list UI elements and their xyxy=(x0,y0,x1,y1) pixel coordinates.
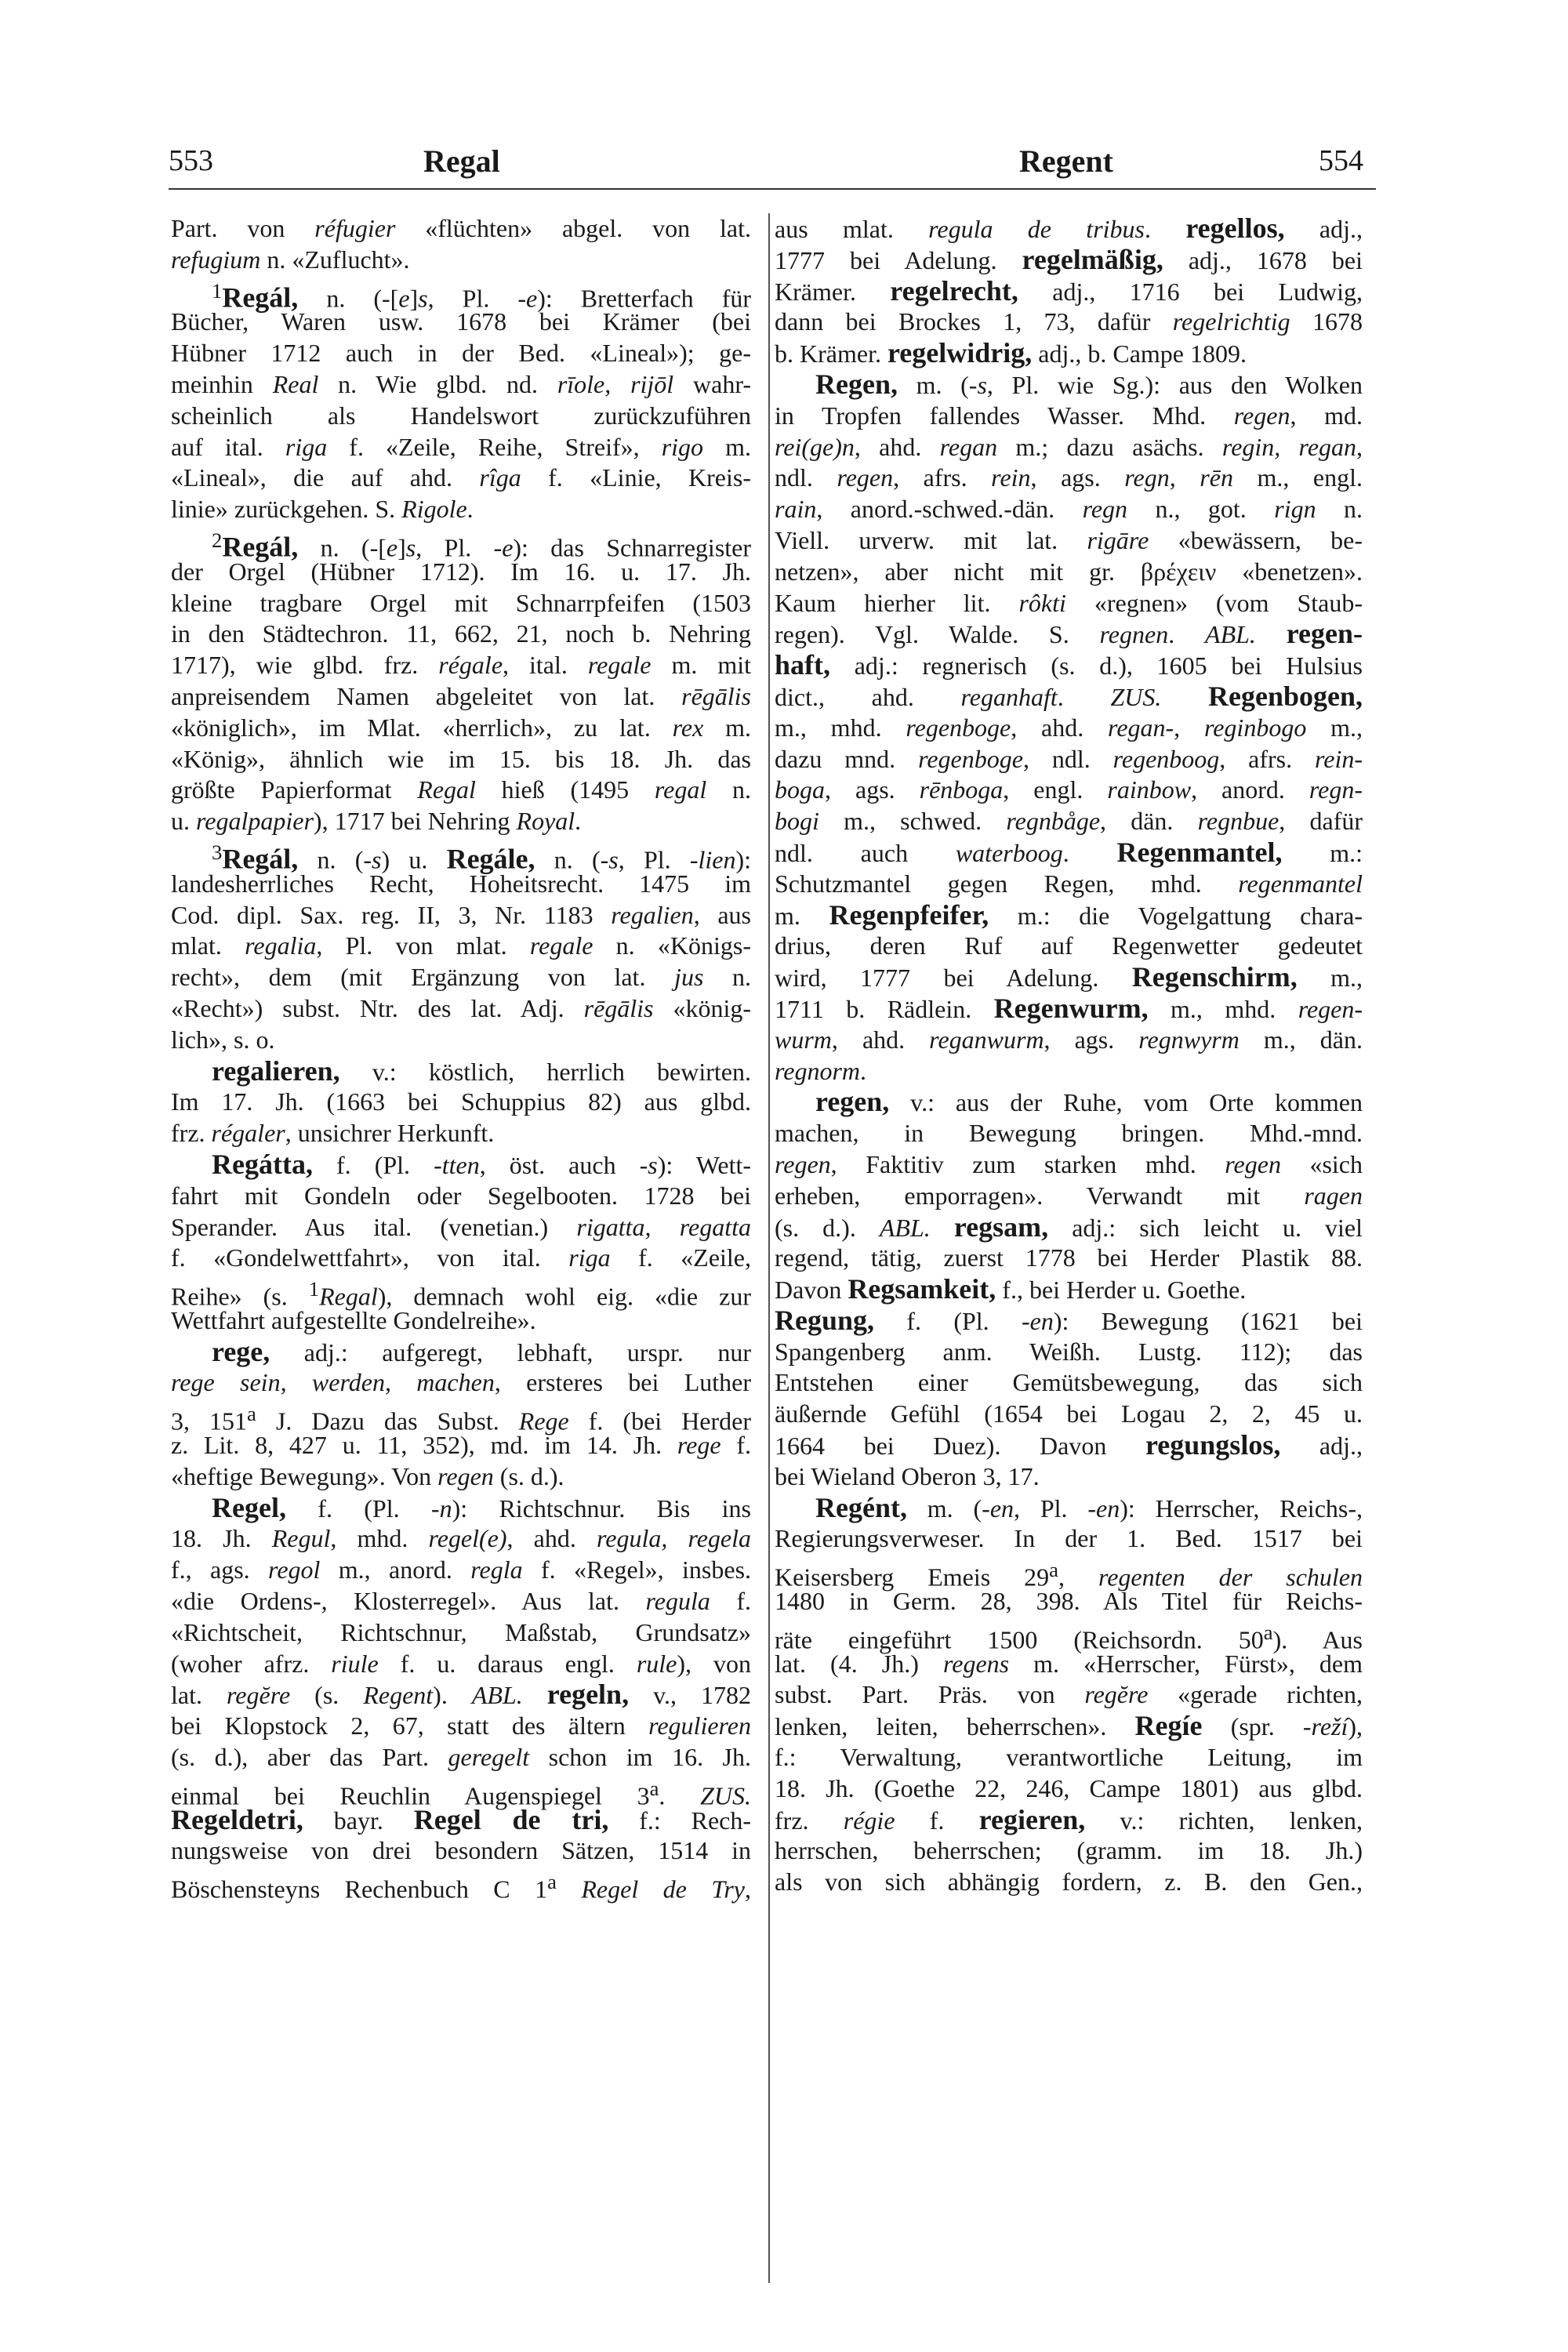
text-line: drius, deren Ruf auf Regenwetter gedeutet xyxy=(775,931,1363,960)
text-line: «die Ordens-, Klosterregel». Aus lat. regula f. xyxy=(171,1587,752,1616)
text-line: u. regalpapier), 1717 bei Nehring Royal. xyxy=(171,807,582,836)
text-line: 1664 bei Duez). Davon regungslos, adj., xyxy=(775,1429,1363,1461)
text-line: fahrt mit Gondeln oder Segelbooten. 1728 bei xyxy=(171,1181,751,1210)
text-line: bogi m., schwed. regnbåge, dän. regnbue, dafür xyxy=(775,807,1363,836)
text-line: «König», ähnlich wie im 15. bis 18. Jh. das xyxy=(171,744,751,773)
text-line: subst. Part. Präs. von regĕre «gerade richten, xyxy=(775,1680,1363,1709)
text-line: 1777 bei Adelung. regelmäßig, adj., 1678 bei xyxy=(775,243,1363,275)
text-line: rei(ge)n, ahd. regan m.; dazu asächs. regin, regan, xyxy=(775,432,1363,461)
text-line: nungsweise von drei besondern Sätzen, 1514 in xyxy=(171,1836,751,1865)
text-line: dazu mnd. regenboge, ndl. regenboog, afrs. rein- xyxy=(775,744,1363,773)
text-line: frz. régie f. regieren, v.: richten, lenken, xyxy=(775,1803,1363,1835)
text-line: 1717), wie glbd. frz. régale, ital. regale m. mit xyxy=(171,651,752,680)
text-line: Viell. urverw. mit lat. rigāre «bewässern, be- xyxy=(775,525,1363,554)
text-line: recht», dem (mit Ergänzung von lat. jus n. xyxy=(171,963,751,992)
text-line: größte Papierformat Regal hieß (1495 regal n. xyxy=(171,775,752,804)
text-line: der Orgel (Hübner 1712). Im 16. u. 17. Jh. xyxy=(171,557,751,586)
text-line: auf ital. riga f. «Zeile, Reihe, Streif», rigo m. xyxy=(171,432,752,461)
text-line: ndl. auch waterboog. Regenmantel, m.: xyxy=(775,836,1363,868)
text-line: «königlich», im Mlat. «herrlich», zu lat. rex m. xyxy=(171,713,752,742)
right-running-head: Regent xyxy=(1019,143,1113,179)
text-line: Regátta, f. (Pl. -tten, öst. auch -s): Wett- xyxy=(212,1148,752,1180)
text-line: 18. Jh. Regul, mhd. regel(e), ahd. regula, regela xyxy=(171,1524,752,1553)
text-line: refugium n. «Zuflucht». xyxy=(171,245,410,274)
text-line: «Lineal», die auf ahd. rîga f. «Linie, Kreis- xyxy=(171,463,752,492)
text-line: kleine tragbare Orgel mit Schnarrpfeifen (1503 xyxy=(171,588,751,617)
text-line: rege, adj.: aufgeregt, lebhaft, urspr. nur xyxy=(212,1335,751,1367)
text-line: rege sein, werden, machen, ersteres bei Luther xyxy=(171,1368,752,1397)
text-line: 1480 in Germ. 28, 398. Als Titel für Reichs- xyxy=(775,1587,1363,1616)
text-line: regend, tätig, zuerst 1778 bei Herder Plastik 88. xyxy=(775,1243,1363,1272)
text-line: Regént, m. (-en, Pl. -en): Herrscher, Reichs-, xyxy=(815,1491,1363,1523)
text-line: lenken, leiten, beherrschen». Regíe (spr. -reží), xyxy=(775,1710,1363,1742)
text-line: Cod. dipl. Sax. reg. II, 3, Nr. 1183 regalien, aus xyxy=(171,900,752,929)
text-line: Regel, f. (Pl. -n): Richtschnur. Bis ins xyxy=(212,1491,752,1523)
text-line: (s. d.). ABL. regsam, adj.: sich leicht u. viel xyxy=(775,1210,1363,1243)
column-divider xyxy=(768,213,770,2283)
text-line: f.: Verwaltung, verantwortliche Leitung, im xyxy=(775,1743,1363,1772)
text-line: regen, Faktitiv zum starken mhd. regen «sich xyxy=(775,1149,1363,1178)
text-line: f., ags. regol m., anord. regla f. «Regel», insbes. xyxy=(171,1555,752,1584)
text-line: herrschen, beherrschen; (gramm. im 18. Jh.) xyxy=(775,1836,1363,1865)
text-line: aus mlat. regula de tribus. regellos, adj., xyxy=(775,212,1363,244)
text-line: m. Regenpfeifer, m.: die Vogelgattung chara- xyxy=(775,898,1363,931)
text-line: Böschensteyns Rechenbuch C 1$^a$ Regel de Try, xyxy=(171,1870,751,1904)
text-line: in den Städtechron. 11, 662, 21, noch b. Nehring xyxy=(171,619,751,648)
text-line: einmal bei Reuchlin Augenspiegel 3$^a$. ZUS. xyxy=(171,1776,751,1810)
text-line: regnorm. xyxy=(775,1056,867,1085)
text-line: in Tropfen fallendes Wasser. Mhd. regen, md. xyxy=(775,401,1363,430)
text-line: boga, ags. rēnboga, engl. rainbow, anord. regn- xyxy=(775,775,1363,804)
text-line: scheinlich als Handelswort zurückzuführen xyxy=(171,401,751,430)
text-line: räte eingeführt 1500 (Reichsordn. 50$^a$). Aus xyxy=(775,1620,1363,1654)
text-line: als von sich abhängig fordern, z. B. den Gen., xyxy=(775,1867,1363,1896)
text-line: «heftige Bewegung». Von regen (s. d.). xyxy=(171,1461,564,1490)
text-line: «Recht») subst. Ntr. des lat. Adj. rēgālis «könig- xyxy=(171,993,752,1022)
text-line: erheben, emporragen». Verwandt mit ragen xyxy=(775,1181,1363,1210)
text-line: 1711 b. Rädlein. Regenwurm, m., mhd. regen- xyxy=(775,992,1363,1024)
left-page-number: 553 xyxy=(169,144,213,177)
text-line: bei Klopstock 2, 67, statt des ältern regulieren xyxy=(171,1711,751,1740)
header-rule xyxy=(169,188,1376,190)
text-line: Im 17. Jh. (1663 bei Schuppius 82) aus glbd. xyxy=(171,1087,751,1116)
text-line: f. «Gondelwettfahrt», von ital. riga f. «Zeile, xyxy=(171,1243,752,1272)
text-line: Entstehen einer Gemütsbewegung, das sich xyxy=(775,1368,1363,1397)
text-line: Regen, m. (-s, Pl. wie Sg.): aus den Wolken xyxy=(815,368,1363,400)
text-line: linie» zurückgehen. S. Rigole. xyxy=(171,495,474,524)
text-line: Spangenberg anm. Weißh. Lustg. 112); das xyxy=(775,1337,1363,1366)
text-line: Hübner 1712 auch in der Bed. «Lineal»); ge- xyxy=(171,339,751,368)
text-line: Schutzmantel gegen Regen, mhd. regenmantel xyxy=(775,869,1363,898)
text-line: rain, anord.-schwed.-dän. regn n., got. rign n. xyxy=(775,495,1363,524)
text-line: $^3$Regál, n. (-s) u. Regále, n. (-s, Pl. -lien): xyxy=(212,840,752,875)
text-line: Davon Regsamkeit, f., bei Herder u. Goethe. xyxy=(775,1273,1247,1305)
text-line: 3, 151$^a$ J. Dazu das Subst. Rege f. (bei Herder xyxy=(171,1402,752,1436)
text-line: regalieren, v.: köstlich, herrlich bewirten. xyxy=(212,1054,751,1087)
text-line: netzen», aber nicht mit gr. βρέχειν «benetzen». xyxy=(775,557,1363,586)
text-line: Kaum hierher lit. rôkti «regnen» (vom Staub- xyxy=(775,588,1363,617)
text-line: ndl. regen, afrs. rein, ags. regn, rēn m., engl. xyxy=(775,463,1363,492)
text-line: regen, v.: aus der Ruhe, vom Orte kommen xyxy=(815,1086,1363,1118)
text-line: lich», s. o. xyxy=(171,1025,275,1054)
text-line: Keisersberg Emeis 29$^a$, regenten der schulen xyxy=(775,1558,1363,1592)
left-column xyxy=(171,213,752,1904)
text-line: dann bei Brockes 1, 73, dafür regelrichtig 1678 xyxy=(775,307,1363,336)
text-line: Krämer. regelrecht, adj., 1716 bei Ludwig, xyxy=(775,274,1363,307)
text-line: Bücher, Waren usw. 1678 bei Krämer (bei xyxy=(171,307,751,336)
text-line: meinhin Real n. Wie glbd. nd. rīole, rijōl wahr- xyxy=(171,369,752,398)
text-line: 18. Jh. (Goethe 22, 246, Campe 1801) aus glbd. xyxy=(775,1773,1363,1802)
text-line: Regung, f. (Pl. -en): Bewegung (1621 bei xyxy=(775,1304,1363,1336)
text-line: Regeldetri, bayr. Regel de tri, f.: Rech- xyxy=(171,1803,752,1835)
text-line: dict., ahd. reganhaft. ZUS. Regenbogen, xyxy=(775,680,1363,712)
text-line: landesherrliches Recht, Hoheitsrecht. 1475 im xyxy=(171,869,751,898)
text-line: haft, adj.: regnerisch (s. d.), 1605 bei Hulsius xyxy=(775,649,1363,681)
text-line: Part. von réfugier «flüchten» abgel. von lat. xyxy=(171,214,752,242)
text-line: (woher afrz. riule f. u. daraus engl. rule), von xyxy=(171,1649,751,1678)
text-line: «Richtscheit, Richtschnur, Maßstab, Grundsatz» xyxy=(171,1617,751,1646)
text-line: wurm, ahd. reganwurm, ags. regnwyrm m., dän. xyxy=(775,1025,1363,1054)
text-line: (s. d.), aber das Part. geregelt schon im 16. Jh. xyxy=(171,1743,752,1772)
text-line: m., mhd. regenboge, ahd. regan-, reginbogo m., xyxy=(775,713,1363,742)
text-line: Regierungsverweser. In der 1. Bed. 1517 bei xyxy=(775,1524,1363,1553)
text-line: z. Lit. 8, 427 u. 11, 352), md. im 14. Jh. rege f. xyxy=(171,1431,752,1460)
text-line: $^2$Regál, n. (-[e]s, Pl. -e): das Schnarregister xyxy=(212,528,752,563)
text-line: Reihe» (s. $^1$Regal), demnach wohl eig. «die zur xyxy=(171,1277,752,1311)
right-column xyxy=(775,213,1363,1898)
text-line: wird, 1777 bei Adelung. Regenschirm, m., xyxy=(775,961,1363,993)
text-line: anpreisendem Namen abgeleitet von lat. rēgālis xyxy=(171,681,751,710)
text-line: $^1$Regál, n. (-[e]s, Pl. -e): Bretterfach für xyxy=(212,278,751,314)
left-running-head: Regal xyxy=(423,143,500,179)
text-line: lat. regĕre (s. Regent). ABL. regeln, v., 1782 xyxy=(171,1679,752,1711)
text-line: frz. régaler, unsichrer Herkunft. xyxy=(171,1119,495,1148)
text-line: Wettfahrt aufgestellte Gondelreihe». xyxy=(171,1305,536,1334)
text-line: mlat. regalia, Pl. von mlat. regale n. «Königs- xyxy=(171,931,751,960)
text-line: machen, in Bewegung bringen. Mhd.-mnd. xyxy=(775,1119,1363,1148)
text-line: bei Wieland Oberon 3, 17. xyxy=(775,1461,1040,1490)
text-line: äußernde Gefühl (1654 bei Logau 2, 2, 45 u. xyxy=(775,1399,1363,1428)
text-line: b. Krämer. regelwidrig, adj., b. Campe 1809. xyxy=(775,337,1247,369)
right-page-number: 554 xyxy=(1319,144,1363,177)
text-line: Sperander. Aus ital. (venetian.) rigatta, regatta xyxy=(171,1212,752,1241)
text-line: lat. (4. Jh.) regens m. «Herrscher, Fürst», dem xyxy=(775,1649,1363,1678)
text-line: regen). Vgl. Walde. S. regnen. ABL. regen- xyxy=(775,618,1363,650)
